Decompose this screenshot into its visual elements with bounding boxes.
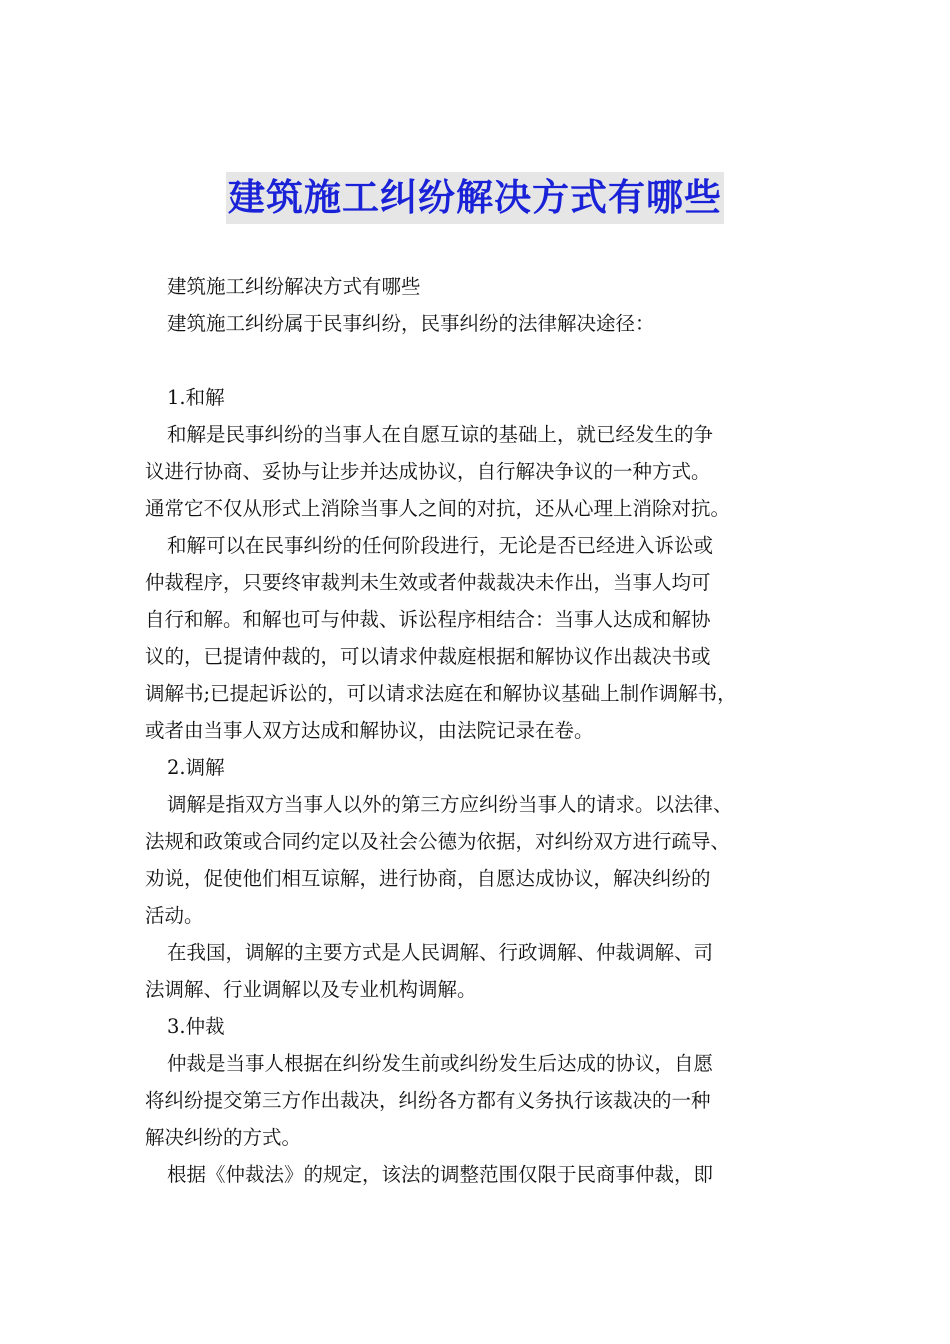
paragraph-line: 法规和政策或合同约定以及社会公德为依据，对纠纷双方进行疏导、 (145, 830, 731, 853)
document-title: 建筑施工纠纷解决方式有哪些 (226, 172, 724, 224)
paragraph-line: 仲裁程序，只要终审裁判未生效或者仲裁裁决未作出，当事人均可 (145, 571, 711, 594)
paragraph-1-2 (145, 527, 825, 749)
paragraph-line: 活动。 (145, 904, 204, 927)
document-body (145, 268, 825, 1193)
paragraph-line: 议的，已提请仲裁的，可以请求仲裁庭根据和解协议作出裁决书或 (145, 645, 711, 668)
paragraph-3-1 (145, 1045, 825, 1156)
intro-paragraph: 建筑施工纠纷属于民事纠纷，民事纠纷的法律解决途径： (167, 312, 655, 335)
intro-heading: 建筑施工纠纷解决方式有哪些 (167, 275, 421, 298)
paragraph-line: 在我国，调解的主要方式是人民调解、行政调解、仲裁调解、司 (167, 941, 714, 964)
paragraph-3-2 (145, 1156, 825, 1193)
paragraph-2-2 (145, 934, 825, 1008)
paragraph-line: 和解可以在民事纠纷的任何阶段进行，无论是否已经进入诉讼或 (167, 534, 714, 557)
paragraph-line: 将纠纷提交第三方作出裁决，纠纷各方都有义务执行该裁决的一种 (145, 1089, 711, 1112)
paragraph-line: 劝说，促使他们相互谅解，进行协商，自愿达成协议，解决纠纷的 (145, 867, 711, 890)
section-heading-1: 1.和解 (167, 386, 225, 409)
paragraph-line: 通常它不仅从形式上消除当事人之间的对抗，还从心理上消除对抗。 (145, 497, 731, 520)
paragraph-line: 议进行协商、妥协与让步并达成协议，自行解决争议的一种方式。 (145, 460, 711, 483)
paragraph-line: 自行和解。和解也可与仲裁、诉讼程序相结合：当事人达成和解协 (145, 608, 711, 631)
section-heading-2: 2.调解 (167, 756, 225, 779)
paragraph-line: 调解是指双方当事人以外的第三方应纠纷当事人的请求。以法律、 (167, 793, 733, 816)
paragraph-line: 调解书;已提起诉讼的，可以请求法庭在和解协议基础上制作调解书， (145, 682, 737, 705)
title-container (0, 172, 950, 224)
paragraph-line: 或者由当事人双方达成和解协议，由法院记录在卷。 (145, 719, 594, 742)
section-heading-3: 3.仲裁 (167, 1015, 225, 1038)
paragraph-line: 仲裁是当事人根据在纠纷发生前或纠纷发生后达成的协议，自愿 (167, 1052, 714, 1075)
paragraph-line: 和解是民事纠纷的当事人在自愿互谅的基础上，就已经发生的争 (167, 423, 714, 446)
paragraph-line: 根据《仲裁法》的规定，该法的调整范围仅限于民商事仲裁，即 (167, 1163, 714, 1186)
paragraph-1-1 (145, 416, 825, 527)
paragraph-line: 法调解、行业调解以及专业机构调解。 (145, 978, 477, 1001)
blank-line (145, 342, 825, 379)
paragraph-line: 解决纠纷的方式。 (145, 1126, 302, 1149)
paragraph-2-1 (145, 786, 825, 934)
